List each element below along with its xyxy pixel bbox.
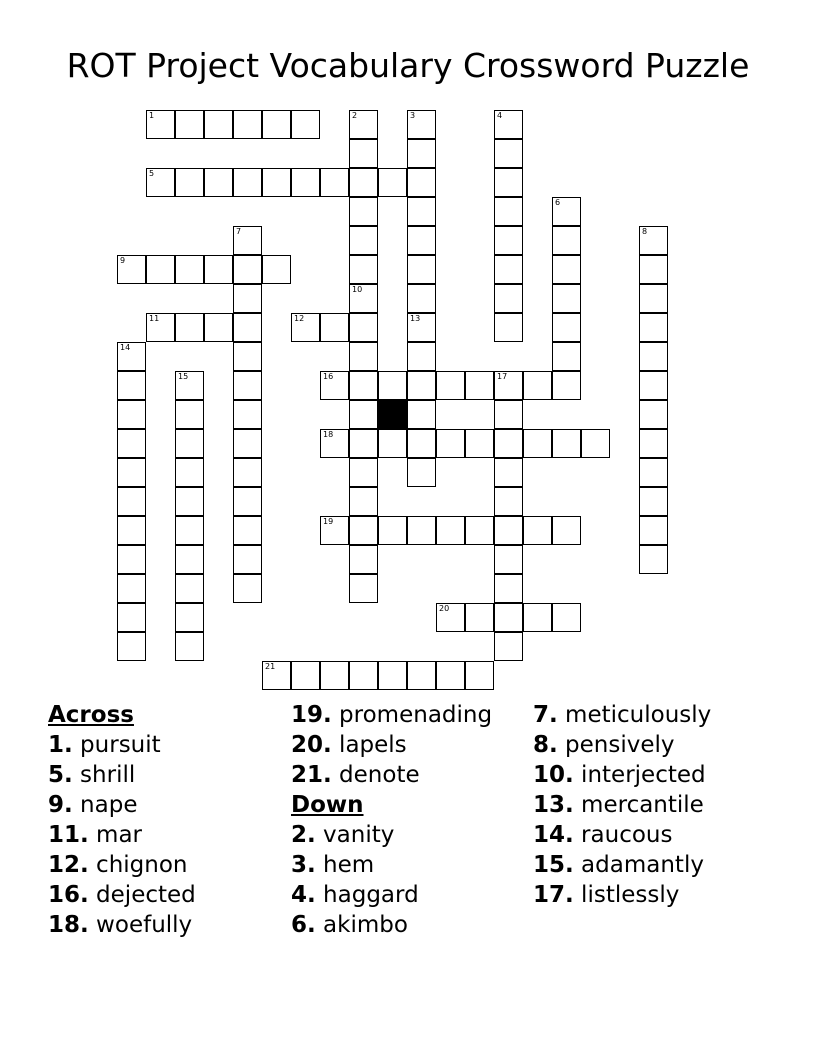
grid-cell[interactable] <box>407 139 436 168</box>
clue-text: lapels <box>331 732 407 758</box>
grid-cell[interactable] <box>639 458 668 487</box>
grid-cell[interactable] <box>117 632 146 661</box>
grid-cell[interactable] <box>146 168 175 197</box>
grid-cell[interactable] <box>639 284 668 313</box>
grid-cell[interactable] <box>552 313 581 342</box>
grid-cell[interactable] <box>233 371 262 400</box>
down-clue <box>291 910 492 940</box>
down-clue <box>533 730 711 760</box>
grid-cell[interactable] <box>175 574 204 603</box>
grid-cell[interactable] <box>494 197 523 226</box>
grid-cell[interactable] <box>494 139 523 168</box>
clue-number-label: 21. <box>291 762 332 788</box>
grid-cell[interactable] <box>378 516 407 545</box>
grid-cell[interactable] <box>494 574 523 603</box>
grid-cell[interactable] <box>523 603 552 632</box>
grid-cell[interactable] <box>175 168 204 197</box>
grid-cell[interactable] <box>117 342 146 371</box>
grid-cell[interactable] <box>349 458 378 487</box>
grid-cell[interactable] <box>117 603 146 632</box>
grid-cell[interactable] <box>233 487 262 516</box>
grid-cell[interactable] <box>494 429 523 458</box>
clue-number-label: 2. <box>291 822 316 848</box>
grid-cell[interactable] <box>349 139 378 168</box>
clue-number: 10 <box>352 285 363 294</box>
grid-cell[interactable] <box>407 661 436 690</box>
grid-cell[interactable] <box>320 516 349 545</box>
clue-text: meticulously <box>557 702 712 728</box>
clue-text: denote <box>331 762 420 788</box>
clue-number: 18 <box>323 430 334 439</box>
grid-cell[interactable] <box>378 661 407 690</box>
grid-cell[interactable] <box>175 429 204 458</box>
grid-cell[interactable] <box>349 400 378 429</box>
grid-cell[interactable] <box>262 661 291 690</box>
grid-cell[interactable] <box>378 371 407 400</box>
grid-cell[interactable] <box>639 487 668 516</box>
grid-cell[interactable] <box>349 313 378 342</box>
clue-number: 21 <box>265 662 276 671</box>
grid-cell[interactable] <box>233 284 262 313</box>
grid-cell[interactable] <box>552 255 581 284</box>
clue-number-label: 13. <box>533 792 574 818</box>
grid-cell[interactable] <box>233 429 262 458</box>
grid-cell[interactable] <box>262 168 291 197</box>
grid-cell[interactable] <box>349 516 378 545</box>
clue-number: 3 <box>410 111 416 120</box>
grid-cell[interactable] <box>494 371 523 400</box>
clue-number: 2 <box>352 111 358 120</box>
grid-cell[interactable] <box>465 371 494 400</box>
down-clue-list <box>291 820 492 940</box>
clue-number: 8 <box>642 227 648 236</box>
grid-cell[interactable] <box>291 313 320 342</box>
grid-cell[interactable] <box>407 516 436 545</box>
across-clue-list <box>48 730 196 940</box>
grid-cell[interactable] <box>407 400 436 429</box>
grid-cell[interactable] <box>233 110 262 139</box>
grid-cell[interactable] <box>407 168 436 197</box>
down-clue <box>533 850 711 880</box>
grid-cell[interactable] <box>175 400 204 429</box>
grid-cell[interactable] <box>407 342 436 371</box>
clue-text: woefully <box>88 912 193 938</box>
grid-cell[interactable] <box>117 400 146 429</box>
clue-number-label: 11. <box>48 822 89 848</box>
grid-cell[interactable] <box>494 226 523 255</box>
grid-cell[interactable] <box>233 342 262 371</box>
grid-cell[interactable] <box>494 255 523 284</box>
across-clue <box>48 760 196 790</box>
grid-cell[interactable] <box>552 226 581 255</box>
down-clue <box>533 700 711 730</box>
grid-cell[interactable] <box>552 197 581 226</box>
across-header: Across <box>48 702 134 728</box>
grid-cell[interactable] <box>233 400 262 429</box>
grid-cell[interactable] <box>581 429 610 458</box>
grid-cell[interactable] <box>436 371 465 400</box>
grid-cell[interactable] <box>436 516 465 545</box>
across-clue <box>48 790 196 820</box>
clue-column-2 <box>291 700 492 940</box>
grid-cell[interactable] <box>552 603 581 632</box>
across-clue <box>48 880 196 910</box>
grid-cell[interactable] <box>349 226 378 255</box>
down-clue <box>533 880 711 910</box>
grid-cell[interactable] <box>494 632 523 661</box>
clue-number-label: 9. <box>48 792 73 818</box>
clue-text: pursuit <box>72 732 161 758</box>
grid-cell[interactable] <box>233 516 262 545</box>
grid-cell[interactable] <box>291 168 320 197</box>
clue-number: 11 <box>149 314 160 323</box>
grid-cell[interactable] <box>175 632 204 661</box>
grid-cell[interactable] <box>552 429 581 458</box>
grid-cell[interactable] <box>117 574 146 603</box>
grid-cell[interactable] <box>407 371 436 400</box>
grid-cell[interactable] <box>146 110 175 139</box>
clue-number-label: 18. <box>48 912 89 938</box>
across-clue <box>48 910 196 940</box>
clue-text: raucous <box>573 822 673 848</box>
grid-cell[interactable] <box>117 516 146 545</box>
grid-cell[interactable] <box>233 545 262 574</box>
clue-number-label: 15. <box>533 852 574 878</box>
grid-cell[interactable] <box>639 545 668 574</box>
clue-text: interjected <box>573 762 706 788</box>
grid-cell[interactable] <box>407 458 436 487</box>
grid-cell[interactable] <box>436 429 465 458</box>
clue-column-3 <box>533 700 711 910</box>
grid-cell[interactable] <box>204 313 233 342</box>
grid-cell[interactable] <box>117 371 146 400</box>
down-clue <box>533 820 711 850</box>
clue-number: 15 <box>178 372 189 381</box>
clue-number-label: 3. <box>291 852 316 878</box>
grid-cell[interactable] <box>349 545 378 574</box>
across-clue-list-continued <box>291 700 492 790</box>
grid-cell[interactable] <box>639 429 668 458</box>
grid-cell[interactable] <box>407 284 436 313</box>
grid-cell[interactable] <box>146 255 175 284</box>
grid-cell[interactable] <box>320 661 349 690</box>
grid-cell[interactable] <box>407 313 436 342</box>
grid-cell[interactable] <box>233 168 262 197</box>
grid-cell[interactable] <box>320 313 349 342</box>
grid-cell[interactable] <box>639 255 668 284</box>
clue-number-label: 19. <box>291 702 332 728</box>
clue-text: vanity <box>315 822 395 848</box>
grid-cell[interactable] <box>494 110 523 139</box>
grid-cell[interactable] <box>494 487 523 516</box>
clue-text: akimbo <box>315 912 408 938</box>
clue-number: 5 <box>149 169 155 178</box>
clue-text: mar <box>88 822 143 848</box>
grid-cell[interactable] <box>349 342 378 371</box>
clue-number-label: 10. <box>533 762 574 788</box>
grid-cell[interactable] <box>436 661 465 690</box>
clue-number: 7 <box>236 227 242 236</box>
grid-cell[interactable] <box>639 371 668 400</box>
grid-cell[interactable] <box>349 661 378 690</box>
grid-cell[interactable] <box>523 429 552 458</box>
grid-cell[interactable] <box>349 110 378 139</box>
clue-text: dejected <box>88 882 196 908</box>
grid-cell[interactable] <box>494 168 523 197</box>
grid-cell[interactable] <box>465 661 494 690</box>
grid-cell[interactable] <box>117 429 146 458</box>
clue-number-label: 20. <box>291 732 332 758</box>
clue-text: adamantly <box>573 852 704 878</box>
grid-cell[interactable] <box>175 313 204 342</box>
clue-number: 1 <box>149 111 155 120</box>
grid-cell[interactable] <box>320 168 349 197</box>
grid-cell[interactable] <box>349 429 378 458</box>
clue-number-label: 16. <box>48 882 89 908</box>
grid-cell[interactable] <box>407 197 436 226</box>
grid-cell[interactable] <box>494 458 523 487</box>
grid-cell[interactable] <box>407 110 436 139</box>
clue-number: 12 <box>294 314 305 323</box>
grid-cell[interactable] <box>175 110 204 139</box>
across-clue <box>291 700 492 730</box>
grid-cell[interactable] <box>117 487 146 516</box>
grid-cell[interactable] <box>204 110 233 139</box>
grid-cell[interactable] <box>175 371 204 400</box>
grid-cell[interactable] <box>465 516 494 545</box>
clue-text: listlessly <box>573 882 680 908</box>
puzzle-title: ROT Project Vocabulary Crossword Puzzle <box>66 46 750 85</box>
grid-cell[interactable] <box>639 226 668 255</box>
clue-number: 9 <box>120 256 126 265</box>
clue-number-label: 6. <box>291 912 316 938</box>
clue-number-label: 12. <box>48 852 89 878</box>
grid-cell[interactable] <box>262 110 291 139</box>
grid-cell[interactable] <box>175 458 204 487</box>
grid-cell[interactable] <box>233 255 262 284</box>
grid-cell[interactable] <box>378 429 407 458</box>
grid-cell[interactable] <box>349 371 378 400</box>
across-clue <box>48 730 196 760</box>
grid-cell[interactable] <box>349 168 378 197</box>
down-clue <box>291 850 492 880</box>
clue-number-label: 14. <box>533 822 574 848</box>
clue-number-label: 5. <box>48 762 73 788</box>
grid-cell[interactable] <box>175 603 204 632</box>
grid-cell[interactable] <box>494 545 523 574</box>
clue-number: 19 <box>323 517 334 526</box>
grid-cell[interactable] <box>465 429 494 458</box>
grid-cell[interactable] <box>407 226 436 255</box>
clue-text: promenading <box>331 702 493 728</box>
grid-cell[interactable] <box>291 661 320 690</box>
grid-cell[interactable] <box>552 342 581 371</box>
clue-number: 16 <box>323 372 334 381</box>
clue-text: haggard <box>315 882 419 908</box>
clue-text: nape <box>72 792 138 818</box>
grid-cell[interactable] <box>639 516 668 545</box>
grid-cell[interactable] <box>349 487 378 516</box>
grid-cell[interactable] <box>117 458 146 487</box>
clue-number: 14 <box>120 343 131 352</box>
grid-cell[interactable] <box>494 313 523 342</box>
clue-number: 13 <box>410 314 421 323</box>
grid-cell[interactable] <box>639 313 668 342</box>
grid-cell[interactable] <box>117 545 146 574</box>
grid-cell[interactable] <box>407 429 436 458</box>
clue-text: chignon <box>88 852 188 878</box>
grid-cell[interactable] <box>639 342 668 371</box>
down-header: Down <box>291 792 364 818</box>
across-clue <box>48 850 196 880</box>
down-clue <box>533 760 711 790</box>
grid-cell[interactable] <box>175 487 204 516</box>
grid-cell[interactable] <box>552 284 581 313</box>
black-cell <box>378 400 407 429</box>
grid-cell[interactable] <box>175 255 204 284</box>
grid-cell[interactable] <box>552 516 581 545</box>
clue-number: 20 <box>439 604 450 613</box>
grid-cell[interactable] <box>407 255 436 284</box>
clue-number-label: 8. <box>533 732 558 758</box>
grid-cell[interactable] <box>494 603 523 632</box>
clue-number: 4 <box>497 111 503 120</box>
grid-cell[interactable] <box>291 110 320 139</box>
grid-cell[interactable] <box>175 516 204 545</box>
grid-cell[interactable] <box>523 371 552 400</box>
grid-cell[interactable] <box>233 313 262 342</box>
grid-cell[interactable] <box>117 255 146 284</box>
down-clue <box>291 880 492 910</box>
down-clue <box>533 790 711 820</box>
clue-text: mercantile <box>573 792 704 818</box>
grid-cell[interactable] <box>494 516 523 545</box>
grid-cell[interactable] <box>552 371 581 400</box>
grid-cell[interactable] <box>204 168 233 197</box>
grid-cell[interactable] <box>233 458 262 487</box>
grid-cell[interactable] <box>465 603 494 632</box>
down-clue-list-continued <box>533 700 711 910</box>
grid-cell[interactable] <box>146 313 175 342</box>
grid-cell[interactable] <box>204 255 233 284</box>
clue-number-label: 17. <box>533 882 574 908</box>
grid-cell[interactable] <box>349 197 378 226</box>
grid-cell[interactable] <box>494 284 523 313</box>
clue-number-label: 4. <box>291 882 316 908</box>
grid-cell[interactable] <box>378 168 407 197</box>
grid-cell[interactable] <box>349 284 378 313</box>
across-clue <box>48 820 196 850</box>
grid-cell[interactable] <box>639 400 668 429</box>
clue-text: pensively <box>557 732 675 758</box>
clue-number: 6 <box>555 198 561 207</box>
grid-cell[interactable] <box>175 545 204 574</box>
grid-cell[interactable] <box>320 429 349 458</box>
grid-cell[interactable] <box>523 516 552 545</box>
grid-cell[interactable] <box>262 255 291 284</box>
grid-cell[interactable] <box>320 371 349 400</box>
clue-number-label: 1. <box>48 732 73 758</box>
grid-cell[interactable] <box>233 574 262 603</box>
grid-cell[interactable] <box>436 603 465 632</box>
clue-number-label: 7. <box>533 702 558 728</box>
clue-column-1 <box>48 700 196 940</box>
grid-cell[interactable] <box>349 255 378 284</box>
across-clue <box>291 730 492 760</box>
across-clue <box>291 760 492 790</box>
down-clue <box>291 820 492 850</box>
clue-text: shrill <box>72 762 136 788</box>
clue-number: 17 <box>497 372 508 381</box>
grid-cell[interactable] <box>349 574 378 603</box>
clue-text: hem <box>315 852 375 878</box>
grid-cell[interactable] <box>494 400 523 429</box>
grid-cell[interactable] <box>233 226 262 255</box>
